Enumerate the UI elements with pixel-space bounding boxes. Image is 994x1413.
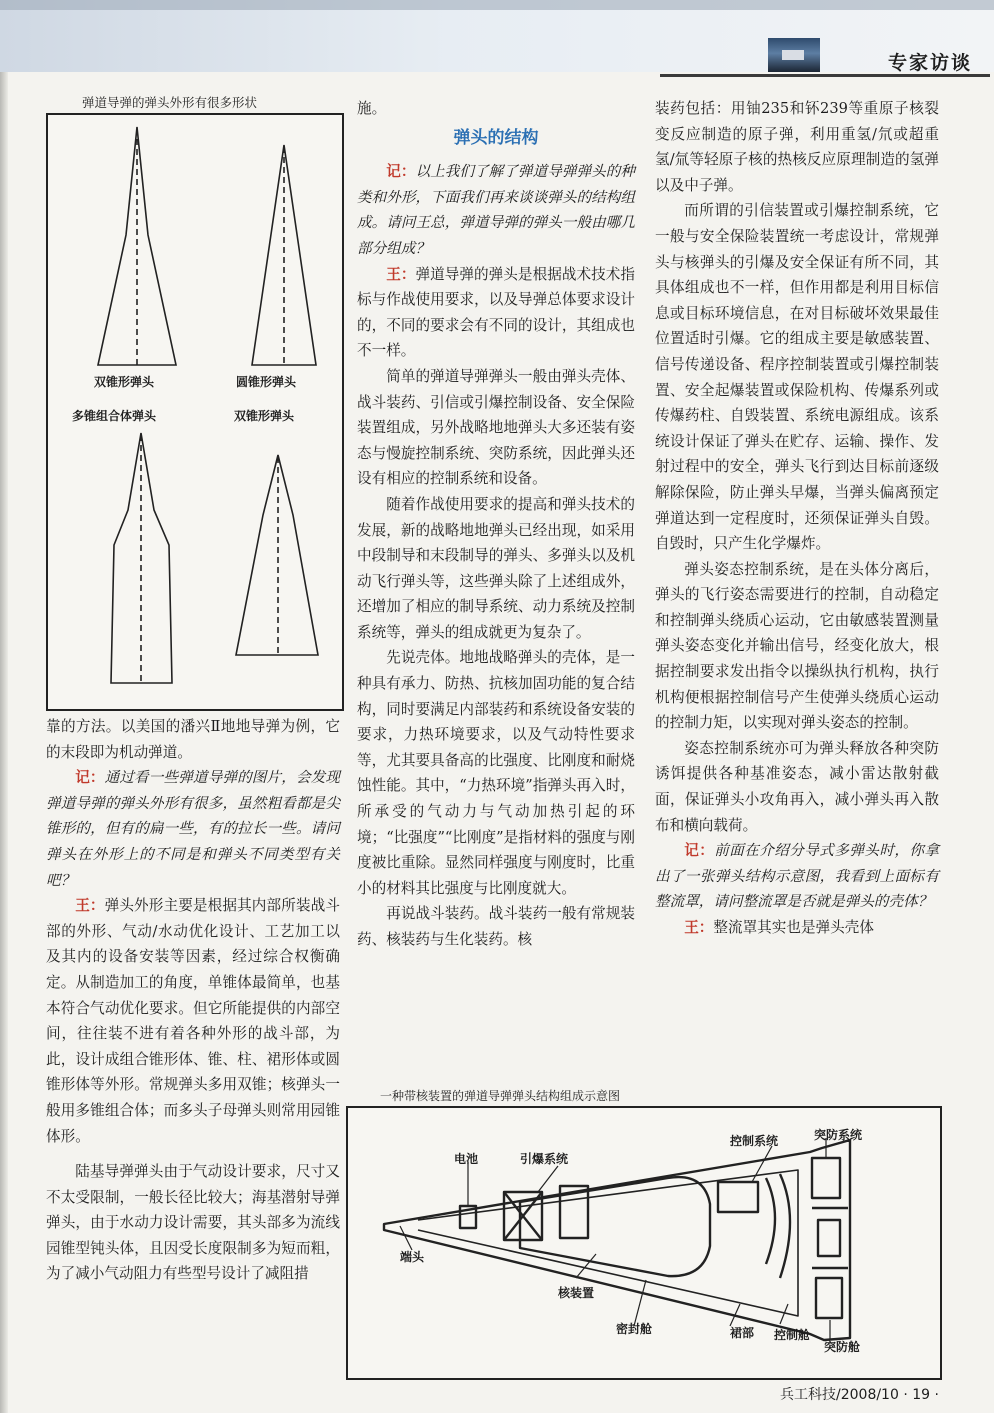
answer-text: 弹道导弹的弹头是根据战术技术指标与作战使用要求，以及导弹总体要求设计的，不同的要求会有不同的设计，其组成也不一样。 (357, 265, 635, 360)
diagram-label-nose: 端头 (400, 1250, 425, 1264)
paragraph: 施。 (357, 100, 387, 117)
paragraph: 简单的弹道导弹弹头一般由弹头壳体、战斗装药、引信或引爆控制设备、安全保险装置组成，另外战略地地弹头大多还装有姿态与慢旋控制系统、突防系统，因此弹头还设有相应的控制系统和设备。 (357, 367, 635, 488)
column-1 (46, 714, 340, 1287)
figure-label: 多锥组合体弹头 (72, 409, 157, 423)
column-3 (655, 96, 939, 941)
figure-label: 双锥形弹头 (94, 375, 155, 389)
paragraph: 再说战斗装药。战斗装药一般有常规装药、核装药与生化装药。核 (357, 905, 635, 948)
header-photo-thumbnail (768, 38, 820, 72)
diagram-label-skirt: 裙部 (730, 1326, 755, 1340)
control-system-box (718, 1182, 758, 1212)
section-heading: 弹头的结构 (453, 127, 539, 148)
diagram-label-penetration-system: 突防系统 (814, 1128, 863, 1142)
paragraph: 装药包括：用铀235和钚239等重原子核裂变反应制造的原子弹，利用重氢/氘或超重氢/氚等轻原子核的热核反应原理制造的氢弹以及中子弹。 (655, 100, 939, 194)
figure-caption: 弹道导弹的弹头外形有很多形状 (82, 95, 258, 110)
answer-text: 整流罩其实也是弹头壳体 (713, 919, 874, 936)
figure-label: 双锥形弹头 (234, 409, 295, 423)
paragraph: 靠的方法。以美国的潘兴Ⅱ地地导弹为例，它的末段即为机动弹道。 (46, 718, 340, 761)
interview-question (357, 159, 635, 261)
header-rule (660, 74, 990, 77)
diagram-label-nuclear-device: 核装置 (558, 1286, 595, 1300)
header-top-shadow (0, 0, 994, 10)
warhead-shapes-figure (46, 113, 344, 711)
answer-text: 弹头外形主要是根据其内部所装战斗部的外形、气动/水动优化设计、工艺加工以及其内的设备安装等因素，经过综合权衡确定。从制造加工的角度，单锥体最简单，也基本符合气动优化要求。但它所能提供的内部空间，往往装不进有着各种外形的战斗部，为此，设计成组合锥形体、锥、柱、裙形体或圆锥形体等外形。常规弹头多用双锥；核弹头一般用多锥组合体；而多头子母弹头则常用园锥体形。 (46, 897, 340, 1145)
interview-question (655, 838, 939, 915)
penetration-system-box (812, 1158, 840, 1198)
diagram-label-control-cabin: 控制舱 (774, 1328, 811, 1342)
column-2 (357, 96, 635, 953)
page-footer: 兵工科技/2008/10 · 19 · (780, 1387, 939, 1403)
speaker-label: 王： (684, 919, 714, 936)
question-text: 前面在介绍分导式多弹头时，你拿出了一张弹头结构示意图，我看到上面标有整流罩，请问整流罩是否就是弹头的壳体？ (655, 842, 939, 911)
speaker-label: 王： (386, 265, 416, 283)
interview-answer (46, 893, 340, 1149)
interview-answer (357, 262, 635, 364)
speaker-label: 记： (75, 769, 105, 787)
diagram-label-sealed-cabin: 密封舱 (616, 1322, 653, 1336)
warhead-structure-diagram (346, 1106, 942, 1380)
section-title: 专家访谈 (888, 52, 973, 74)
scan-edge-shadow (0, 0, 8, 1413)
question-text: 通过看一些弹道导弹的图片，会发现弹道导弹的弹头外形有很多，虽然粗看都是尖锥形的，但有的扁一些，有的拉长一些。请问弹头在外形上的不同是和弹头不同类型有关吧？ (46, 769, 340, 889)
speaker-label: 记： (684, 842, 715, 860)
speaker-label: 记： (386, 163, 416, 181)
diagram-label-penetration-cabin: 突防舱 (824, 1340, 861, 1354)
paragraph: 而所谓的引信装置或引爆控制系统，它一般与安全保险装置统一考虑设计，常规弹头与核弹头的引爆及安全保证有所不同，其具体组成也不一样，但作用都是利用目标信息或目标环境信息，在对目标破坏效果最佳位置适时引爆。它的组成主要是敏感装置、信号传递设备、程序控制装置或引爆控制装置、安全起爆装置或保险机构、传爆系列或传爆药柱、自毁装置、系统电源组成。该系统设计保证了弹头在贮存、运输、操作、发射过程中的安全，弹头飞行到达目标前逐级解除保险，防止弹头早爆，当弹头偏离预定弹道达到一定程度时，还须保证弹头自毁。自毁时，只产生化学爆炸。 (655, 202, 939, 553)
diagram-label-control-system: 控制系统 (730, 1134, 779, 1148)
biconic-warhead-shape-2 (236, 455, 318, 655)
page-header-band (0, 0, 994, 72)
diagram-label-battery: 电池 (454, 1152, 479, 1166)
paragraph: 随着作战使用要求的提高和弹头技术的发展，新的战略地地弹头已经出现，如采用中段制导和末段制导的弹头、多弹头以及机动飞行弹头等，这些弹头除了上述组成外，还增加了相应的制导系统、动力系统及控制系统等，弹头的组成就更为复杂了。 (357, 495, 635, 641)
paragraph: 陆基导弹弹头由于气动设计要求，尺寸又不太受限制，一般长径比较大；海基潜射导弹弹头，由于水动力设计需要，其头部多为流线园锥型钝头体，且因受长度限制多为短而粗，为了减小气动阻力有些型号设计了减阻措 (46, 1163, 340, 1283)
speaker-label: 王： (75, 897, 105, 915)
interview-question (46, 765, 340, 893)
question-text: 以上我们了解了弹道导弹弹头的种类和外形，下面我们再来谈谈弹头的结构组成。请问王总，弹道导弹的弹头一般由哪几部分组成？ (357, 163, 635, 257)
diagram-label-detonation-system: 引爆系统 (520, 1152, 569, 1166)
paragraph: 姿态控制系统亦可为弹头释放各种突防诱饵提供各种基准姿态，减小雷达散射截面，保证弹头小攻角再入，减小弹头再入散布和横向载荷。 (655, 739, 939, 834)
diagram-caption: 一种带核装置的弹道导弹弹头结构组成示意图 (380, 1089, 621, 1103)
figure-label: 圆锥形弹头 (236, 375, 297, 389)
nuclear-device-outline (520, 1177, 710, 1276)
paragraph: 先说壳体。地地战略弹头的壳体，是一种具有承力、防热、抗核加固功能的复合结构，同时要满足内部装药和系统设备安装的要求，力热环境要求，以及气动特性要求等，尤其要具备高的比强度、比刚度和耐烧蚀性能。其中，“力热环境”指弹头再入时，所承受的气动力与气动加热引起的环境；“比强度”“比刚度”是指材料的强度与刚度被比重除。显然同样强度与刚度时，比重小的材料其比强度与比刚度就大。 (357, 649, 635, 897)
interview-answer (655, 915, 939, 941)
paragraph: 弹头姿态控制系统，是在头体分离后，弹头的飞行姿态需要进行的控制，自动稳定和控制弹头绕质心运动，它由敏感装置测量弹头姿态变化并输出信号，经变化放大，根据控制要求发出指令以操纵执行机构，执行机构便根据控制信号产生使弹头绕质心运动的控制力矩，以实现对弹头姿态的控制。 (655, 560, 939, 732)
warhead-shell-outline (384, 1140, 850, 1340)
